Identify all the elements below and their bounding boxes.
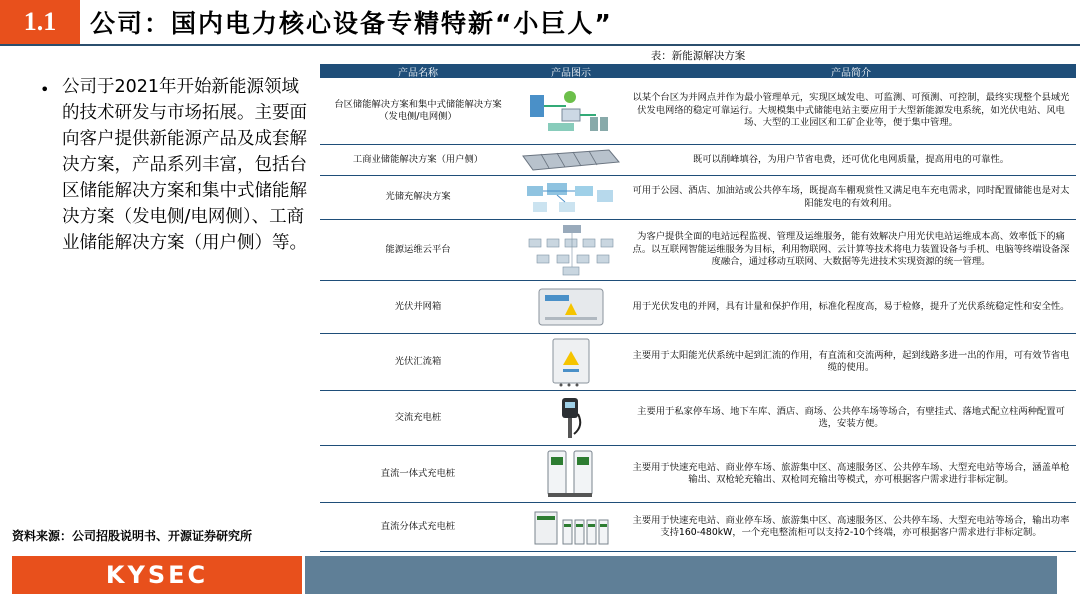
section-number: 1.1 <box>0 0 80 44</box>
table-row <box>320 78 1076 145</box>
bullet-dot: • <box>40 80 50 99</box>
product-name: 直流一体式充电桩 <box>380 467 456 479</box>
solutions-table <box>320 64 1076 552</box>
table-header-row <box>320 64 1076 78</box>
product-intro: 可用于公园、酒店、加油站或公共停车场，既提高车棚观赏性又满足电车充电需求，同时配置储能也是对太阳能发电的有效利用。 <box>632 185 1070 209</box>
ac-charger-icon <box>516 391 626 445</box>
page-footer <box>0 554 1080 607</box>
page-header <box>0 0 1080 46</box>
table-row <box>320 176 1076 220</box>
pv-storage-charging-icon <box>516 176 626 219</box>
bullet-text: 公司于2021年开始新能源领域的技术研发与市场拓展。主要面向客户提供新能源产品及成套解决方案，产品系列丰富，包括台区储能解决方案和集中式储能解决方案（发电侧/电网侧）、工商业储能解决方案（用户侧）等。 <box>62 77 307 253</box>
product-name: 光伏汇流箱 <box>394 355 442 367</box>
product-intro: 为客户提供全面的电站远程监视、管理及运维服务，能有效解决户用光伏电站运维成本高、效率低下的痛点。以互联网智能运维服务为目标，利用物联网、云计算等技术将电力装置设备与手机、电脑等终端设备深度融合，通过移动互联网、大数据等先进技术实现资源的统一管理。 <box>632 231 1070 268</box>
header-product-name: 产品名称 <box>398 67 438 79</box>
product-intro: 主要用于太阳能光伏系统中起到汇流的作用，有直流和交流两种，起到线路多进一出的作用，可有效节省电缆的使用。 <box>632 349 1070 373</box>
combiner-box-icon <box>516 334 626 390</box>
table-row <box>320 281 1076 334</box>
table-row <box>320 334 1076 391</box>
kysec-logo: KYSEC <box>12 556 302 594</box>
product-intro: 以某个台区为并网点并作为最小管理单元，实现区域发电、可监测、可预测、可控制，最终实现整个县域光伏发电网络的稳定可靠运行。大规模集中式储能电站主要应用于大型新能源发电系统，如光伏电站、风电场、大型的工业园区和工矿企业等，便于集中管理。 <box>632 92 1070 129</box>
dc-integrated-charger-icon <box>516 446 626 502</box>
product-intro: 主要用于私家停车场、地下车库、酒店、商场、公共停车场等场合，有壁挂式、落地式配立柱两种配置可选，安装方便。 <box>637 405 1065 429</box>
table-row <box>320 503 1076 552</box>
product-name: 光储充解决方案 <box>385 191 451 203</box>
commercial-storage-cabinet-icon <box>516 145 626 175</box>
header-product-intro: 产品简介 <box>831 67 871 79</box>
product-intro: 既可以削峰填谷，为用户节省电费，还可优化电网质量，提高用电的可靠性。 <box>692 153 1010 165</box>
product-intro: 主要用于快速充电站、商业停车场、旅游集中区、高速服务区、公共停车场、大型充电站等场合，涵盖单枪输出、双枪轮充输出、双枪同充输出等模式，亦可根据客户需求进行非标定制。 <box>632 461 1070 485</box>
table-caption: 表：新能源解决方案 <box>650 50 746 62</box>
product-name: 光伏并网箱 <box>394 300 442 312</box>
product-name: 交流充电桩 <box>394 411 442 423</box>
grid-connection-box-icon <box>516 281 626 333</box>
product-intro: 主要用于快速充电站、商业停车场、旅游集中区、高速服务区、公共停车场、大型充电站等场合，输出功率支持160-480kW，一个充电整流柜可以支持2-10个终端，亦可根据客户需求进行非标定制。 <box>632 514 1070 538</box>
source-note: 资料来源：公司招股说明书、开源证券研究所 <box>12 529 253 543</box>
cloud-platform-icon <box>516 220 626 280</box>
title-divider <box>0 44 1080 46</box>
table-row <box>320 391 1076 446</box>
energy-storage-system-icon <box>516 78 626 144</box>
table-row <box>320 446 1076 503</box>
product-name: 工商业储能解决方案（用户侧） <box>352 153 484 165</box>
footer-bar <box>305 556 1057 594</box>
page-title: 公司：国内电力核心设备专精特新“小巨人” <box>90 9 613 38</box>
product-name: 能源运维云平台 <box>385 243 451 255</box>
table-row <box>320 220 1076 281</box>
product-name: 直流分体式充电桩 <box>380 520 456 532</box>
table-row <box>320 145 1076 176</box>
product-name: 台区储能解决方案和集中式储能解决方案（发电侧/电网侧） <box>334 98 502 122</box>
header-product-image: 产品图示 <box>551 67 591 79</box>
product-intro: 用于光伏发电的并网，具有计量和保护作用，标准化程度高，易于检修，提升了光伏系统稳定性和安全性。 <box>632 300 1070 312</box>
dc-split-charger-icon <box>516 503 626 551</box>
